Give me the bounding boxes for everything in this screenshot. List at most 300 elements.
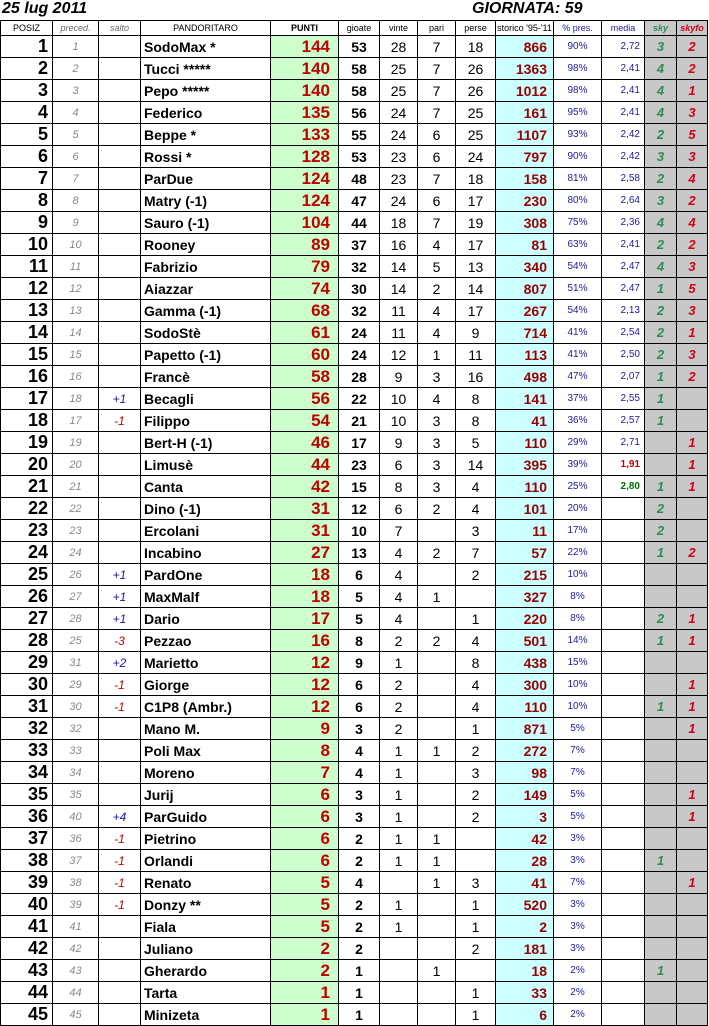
historic-cell: 101 xyxy=(496,498,554,520)
position-cell: 19 xyxy=(1,432,53,454)
sky-cell: 1 xyxy=(645,476,677,498)
skyfo-cell xyxy=(677,1004,708,1026)
previous-position-cell: 1 xyxy=(53,36,99,58)
average-cell: 2,41 xyxy=(602,58,645,80)
historic-cell: 98 xyxy=(496,762,554,784)
jump-cell xyxy=(99,784,141,806)
sky-cell: 4 xyxy=(645,256,677,278)
played-cell: 2 xyxy=(339,850,380,872)
won-cell: 11 xyxy=(380,322,418,344)
draw-cell: 7 xyxy=(418,36,456,58)
presence-cell: 10% xyxy=(554,564,602,586)
won-cell: 1 xyxy=(380,916,418,938)
previous-position-cell: 23 xyxy=(53,520,99,542)
draw-cell: 1 xyxy=(418,872,456,894)
position-cell: 33 xyxy=(1,740,53,762)
jump-cell: -1 xyxy=(99,674,141,696)
previous-position-cell: 34 xyxy=(53,762,99,784)
player-name-cell: Gherardo xyxy=(141,960,271,982)
historic-cell: 1107 xyxy=(496,124,554,146)
player-name-cell: Juliano xyxy=(141,938,271,960)
historic-cell: 110 xyxy=(496,696,554,718)
points-cell: 31 xyxy=(271,498,339,520)
position-cell: 36 xyxy=(1,806,53,828)
lost-cell: 5 xyxy=(456,432,496,454)
jump-cell xyxy=(99,58,141,80)
jump-cell xyxy=(99,278,141,300)
historic-cell: 28 xyxy=(496,850,554,872)
played-cell: 28 xyxy=(339,366,380,388)
draw-cell: 6 xyxy=(418,124,456,146)
played-cell: 48 xyxy=(339,168,380,190)
presence-cell: 51% xyxy=(554,278,602,300)
presence-cell: 10% xyxy=(554,674,602,696)
historic-cell: 3 xyxy=(496,806,554,828)
presence-cell: 41% xyxy=(554,344,602,366)
historic-cell: 33 xyxy=(496,982,554,1004)
header-pari: pari xyxy=(418,21,456,36)
skyfo-cell: 4 xyxy=(677,168,708,190)
average-cell xyxy=(602,762,645,784)
won-cell: 10 xyxy=(380,410,418,432)
average-cell: 2,71 xyxy=(602,432,645,454)
position-cell: 22 xyxy=(1,498,53,520)
jump-cell: +1 xyxy=(99,388,141,410)
table-row xyxy=(1,234,708,256)
skyfo-cell xyxy=(677,410,708,432)
points-cell: 12 xyxy=(271,652,339,674)
header-gioate: gioate xyxy=(339,21,380,36)
draw-cell: 1 xyxy=(418,344,456,366)
average-cell: 2,54 xyxy=(602,322,645,344)
previous-position-cell: 13 xyxy=(53,300,99,322)
jump-cell: +4 xyxy=(99,806,141,828)
presence-cell: 95% xyxy=(554,102,602,124)
average-cell: 2,47 xyxy=(602,278,645,300)
lost-cell: 14 xyxy=(456,454,496,476)
points-cell: 17 xyxy=(271,608,339,630)
historic-cell: 110 xyxy=(496,432,554,454)
lost-cell: 13 xyxy=(456,256,496,278)
sky-cell xyxy=(645,674,677,696)
table-row xyxy=(1,168,708,190)
position-cell: 38 xyxy=(1,850,53,872)
position-cell: 12 xyxy=(1,278,53,300)
previous-position-cell: 26 xyxy=(53,564,99,586)
historic-cell: 300 xyxy=(496,674,554,696)
sky-cell xyxy=(645,718,677,740)
historic-cell: 81 xyxy=(496,234,554,256)
historic-cell: 18 xyxy=(496,960,554,982)
played-cell: 2 xyxy=(339,938,380,960)
sky-cell: 2 xyxy=(645,300,677,322)
skyfo-cell xyxy=(677,652,708,674)
average-cell xyxy=(602,960,645,982)
lost-cell: 18 xyxy=(456,168,496,190)
position-cell: 14 xyxy=(1,322,53,344)
position-cell: 45 xyxy=(1,1004,53,1026)
presence-cell: 3% xyxy=(554,938,602,960)
presence-cell: 22% xyxy=(554,542,602,564)
jump-cell xyxy=(99,762,141,784)
skyfo-cell: 1 xyxy=(677,806,708,828)
player-name-cell: Pezzao xyxy=(141,630,271,652)
points-cell: 6 xyxy=(271,784,339,806)
presence-cell: 75% xyxy=(554,212,602,234)
presence-cell: 7% xyxy=(554,740,602,762)
won-cell xyxy=(380,1004,418,1026)
lost-cell: 1 xyxy=(456,1004,496,1026)
sky-cell: 2 xyxy=(645,124,677,146)
points-cell: 144 xyxy=(271,36,339,58)
table-row xyxy=(1,586,708,608)
lost-cell: 11 xyxy=(456,344,496,366)
draw-cell: 2 xyxy=(418,278,456,300)
sky-cell xyxy=(645,938,677,960)
sky-cell xyxy=(645,916,677,938)
previous-position-cell: 31 xyxy=(53,652,99,674)
lost-cell: 3 xyxy=(456,872,496,894)
points-cell: 8 xyxy=(271,740,339,762)
average-cell xyxy=(602,652,645,674)
points-cell: 2 xyxy=(271,960,339,982)
won-cell: 4 xyxy=(380,586,418,608)
jump-cell xyxy=(99,520,141,542)
historic-cell: 797 xyxy=(496,146,554,168)
sky-cell: 4 xyxy=(645,58,677,80)
played-cell: 5 xyxy=(339,586,380,608)
won-cell: 6 xyxy=(380,454,418,476)
jump-cell: +1 xyxy=(99,608,141,630)
table-row xyxy=(1,894,708,916)
sky-cell: 1 xyxy=(645,366,677,388)
average-cell: 2,64 xyxy=(602,190,645,212)
position-cell: 28 xyxy=(1,630,53,652)
sky-cell xyxy=(645,454,677,476)
jump-cell xyxy=(99,36,141,58)
historic-cell: 438 xyxy=(496,652,554,674)
skyfo-cell: 3 xyxy=(677,256,708,278)
presence-cell: 5% xyxy=(554,784,602,806)
table-row xyxy=(1,674,708,696)
won-cell: 23 xyxy=(380,146,418,168)
sky-cell xyxy=(645,1004,677,1026)
standings-table xyxy=(0,20,708,1026)
points-cell: 46 xyxy=(271,432,339,454)
lost-cell xyxy=(456,586,496,608)
draw-cell xyxy=(418,1004,456,1026)
position-cell: 9 xyxy=(1,212,53,234)
player-name-cell: Moreno xyxy=(141,762,271,784)
position-cell: 42 xyxy=(1,938,53,960)
played-cell: 4 xyxy=(339,740,380,762)
presence-cell: 2% xyxy=(554,982,602,1004)
skyfo-cell xyxy=(677,586,708,608)
average-cell: 2,72 xyxy=(602,36,645,58)
won-cell: 8 xyxy=(380,476,418,498)
average-cell xyxy=(602,894,645,916)
skyfo-cell: 1 xyxy=(677,608,708,630)
sky-cell xyxy=(645,894,677,916)
jump-cell xyxy=(99,322,141,344)
average-cell xyxy=(602,608,645,630)
presence-cell: 54% xyxy=(554,300,602,322)
sky-cell xyxy=(645,828,677,850)
skyfo-cell: 5 xyxy=(677,124,708,146)
sky-cell xyxy=(645,740,677,762)
previous-position-cell: 41 xyxy=(53,916,99,938)
table-row xyxy=(1,366,708,388)
average-cell: 2,41 xyxy=(602,234,645,256)
previous-position-cell: 33 xyxy=(53,740,99,762)
presence-cell: 36% xyxy=(554,410,602,432)
presence-cell: 2% xyxy=(554,1004,602,1026)
skyfo-cell xyxy=(677,520,708,542)
jump-cell: -1 xyxy=(99,894,141,916)
player-name-cell: Francè xyxy=(141,366,271,388)
player-name-cell: Becagli xyxy=(141,388,271,410)
presence-cell: 54% xyxy=(554,256,602,278)
draw-cell: 2 xyxy=(418,542,456,564)
sky-cell: 2 xyxy=(645,520,677,542)
played-cell: 2 xyxy=(339,828,380,850)
lost-cell: 4 xyxy=(456,498,496,520)
lost-cell: 2 xyxy=(456,564,496,586)
skyfo-cell xyxy=(677,960,708,982)
jump-cell xyxy=(99,982,141,1004)
presence-cell: 41% xyxy=(554,322,602,344)
position-cell: 20 xyxy=(1,454,53,476)
skyfo-cell xyxy=(677,762,708,784)
average-cell xyxy=(602,850,645,872)
player-name-cell: Giorge xyxy=(141,674,271,696)
player-name-cell: Fabrizio xyxy=(141,256,271,278)
table-row xyxy=(1,454,708,476)
lost-cell: 17 xyxy=(456,190,496,212)
presence-cell: 98% xyxy=(554,80,602,102)
sky-cell: 2 xyxy=(645,234,677,256)
played-cell: 1 xyxy=(339,1004,380,1026)
played-cell: 6 xyxy=(339,696,380,718)
jump-cell xyxy=(99,938,141,960)
historic-cell: 520 xyxy=(496,894,554,916)
jump-cell xyxy=(99,542,141,564)
draw-cell: 3 xyxy=(418,410,456,432)
sky-cell xyxy=(645,762,677,784)
previous-position-cell: 38 xyxy=(53,872,99,894)
previous-position-cell: 21 xyxy=(53,476,99,498)
points-cell: 1 xyxy=(271,982,339,1004)
header-salto: salto xyxy=(99,21,141,36)
player-name-cell: Minizeta xyxy=(141,1004,271,1026)
jump-cell xyxy=(99,234,141,256)
player-name-cell: Pepo ***** xyxy=(141,80,271,102)
table-row xyxy=(1,652,708,674)
won-cell: 14 xyxy=(380,278,418,300)
draw-cell xyxy=(418,806,456,828)
won-cell: 2 xyxy=(380,630,418,652)
previous-position-cell: 29 xyxy=(53,674,99,696)
won-cell: 9 xyxy=(380,432,418,454)
sky-cell: 2 xyxy=(645,608,677,630)
average-cell: 2,07 xyxy=(602,366,645,388)
player-name-cell: Tarta xyxy=(141,982,271,1004)
draw-cell: 4 xyxy=(418,234,456,256)
previous-position-cell: 5 xyxy=(53,124,99,146)
sky-cell xyxy=(645,982,677,1004)
historic-cell: 2 xyxy=(496,916,554,938)
played-cell: 21 xyxy=(339,410,380,432)
skyfo-cell: 1 xyxy=(677,784,708,806)
average-cell xyxy=(602,520,645,542)
previous-position-cell: 12 xyxy=(53,278,99,300)
jump-cell xyxy=(99,124,141,146)
average-cell xyxy=(602,938,645,960)
previous-position-cell: 4 xyxy=(53,102,99,124)
points-cell: 16 xyxy=(271,630,339,652)
historic-cell: 113 xyxy=(496,344,554,366)
previous-position-cell: 32 xyxy=(53,718,99,740)
header-skyfo: skyfo xyxy=(677,21,708,36)
player-name-cell: Matry (-1) xyxy=(141,190,271,212)
position-cell: 27 xyxy=(1,608,53,630)
lost-cell: 8 xyxy=(456,388,496,410)
lost-cell: 1 xyxy=(456,894,496,916)
draw-cell: 2 xyxy=(418,498,456,520)
player-name-cell: Papetto (-1) xyxy=(141,344,271,366)
lost-cell: 1 xyxy=(456,608,496,630)
lost-cell: 1 xyxy=(456,718,496,740)
draw-cell: 3 xyxy=(418,366,456,388)
player-name-cell: Rooney xyxy=(141,234,271,256)
draw-cell xyxy=(418,762,456,784)
historic-cell: 42 xyxy=(496,828,554,850)
lost-cell: 25 xyxy=(456,124,496,146)
played-cell: 3 xyxy=(339,806,380,828)
average-cell: 2,13 xyxy=(602,300,645,322)
played-cell: 10 xyxy=(339,520,380,542)
played-cell: 55 xyxy=(339,124,380,146)
previous-position-cell: 40 xyxy=(53,806,99,828)
played-cell: 2 xyxy=(339,894,380,916)
position-cell: 24 xyxy=(1,542,53,564)
draw-cell: 2 xyxy=(418,630,456,652)
skyfo-cell: 1 xyxy=(677,432,708,454)
position-cell: 1 xyxy=(1,36,53,58)
played-cell: 23 xyxy=(339,454,380,476)
presence-cell: 90% xyxy=(554,36,602,58)
points-cell: 44 xyxy=(271,454,339,476)
presence-cell: 93% xyxy=(554,124,602,146)
jump-cell xyxy=(99,80,141,102)
table-row xyxy=(1,80,708,102)
previous-position-cell: 3 xyxy=(53,80,99,102)
average-cell xyxy=(602,564,645,586)
points-cell: 5 xyxy=(271,894,339,916)
draw-cell xyxy=(418,982,456,1004)
player-name-cell: Dario xyxy=(141,608,271,630)
average-cell xyxy=(602,1004,645,1026)
won-cell: 28 xyxy=(380,36,418,58)
table-row xyxy=(1,256,708,278)
sky-cell xyxy=(645,586,677,608)
skyfo-cell xyxy=(677,916,708,938)
historic-cell: 272 xyxy=(496,740,554,762)
skyfo-cell: 2 xyxy=(677,36,708,58)
draw-cell xyxy=(418,564,456,586)
sky-cell xyxy=(645,564,677,586)
table-row xyxy=(1,960,708,982)
table-row xyxy=(1,982,708,1004)
player-name-cell: Jurij xyxy=(141,784,271,806)
position-cell: 4 xyxy=(1,102,53,124)
draw-cell: 1 xyxy=(418,828,456,850)
player-name-cell: Canta xyxy=(141,476,271,498)
historic-cell: 220 xyxy=(496,608,554,630)
presence-cell: 7% xyxy=(554,762,602,784)
presence-cell: 37% xyxy=(554,388,602,410)
skyfo-cell: 1 xyxy=(677,674,708,696)
previous-position-cell: 11 xyxy=(53,256,99,278)
skyfo-cell xyxy=(677,828,708,850)
points-cell: 140 xyxy=(271,58,339,80)
average-cell xyxy=(602,872,645,894)
table-row xyxy=(1,58,708,80)
presence-cell: 3% xyxy=(554,850,602,872)
skyfo-cell xyxy=(677,388,708,410)
jump-cell xyxy=(99,476,141,498)
skyfo-cell xyxy=(677,850,708,872)
previous-position-cell: 17 xyxy=(53,410,99,432)
draw-cell: 3 xyxy=(418,454,456,476)
points-cell: 42 xyxy=(271,476,339,498)
draw-cell: 1 xyxy=(418,740,456,762)
sky-cell: 3 xyxy=(645,36,677,58)
previous-position-cell: 43 xyxy=(53,960,99,982)
skyfo-cell: 2 xyxy=(677,542,708,564)
standings-body xyxy=(1,36,708,1026)
sky-cell: 1 xyxy=(645,630,677,652)
historic-cell: 215 xyxy=(496,564,554,586)
position-cell: 23 xyxy=(1,520,53,542)
position-cell: 7 xyxy=(1,168,53,190)
draw-cell xyxy=(418,784,456,806)
lost-cell: 14 xyxy=(456,278,496,300)
player-name-cell: Renato xyxy=(141,872,271,894)
played-cell: 47 xyxy=(339,190,380,212)
played-cell: 9 xyxy=(339,652,380,674)
lost-cell: 24 xyxy=(456,146,496,168)
won-cell: 18 xyxy=(380,212,418,234)
points-cell: 18 xyxy=(271,586,339,608)
draw-cell xyxy=(418,894,456,916)
skyfo-cell: 5 xyxy=(677,278,708,300)
table-row xyxy=(1,344,708,366)
position-cell: 41 xyxy=(1,916,53,938)
presence-cell: 3% xyxy=(554,894,602,916)
historic-cell: 807 xyxy=(496,278,554,300)
position-cell: 25 xyxy=(1,564,53,586)
position-cell: 17 xyxy=(1,388,53,410)
presence-cell: 81% xyxy=(554,168,602,190)
jump-cell: +1 xyxy=(99,564,141,586)
player-name-cell: ParDue xyxy=(141,168,271,190)
skyfo-cell xyxy=(677,982,708,1004)
points-cell: 1 xyxy=(271,1004,339,1026)
sky-cell: 1 xyxy=(645,278,677,300)
header-preced: preced. xyxy=(53,21,99,36)
won-cell: 7 xyxy=(380,520,418,542)
